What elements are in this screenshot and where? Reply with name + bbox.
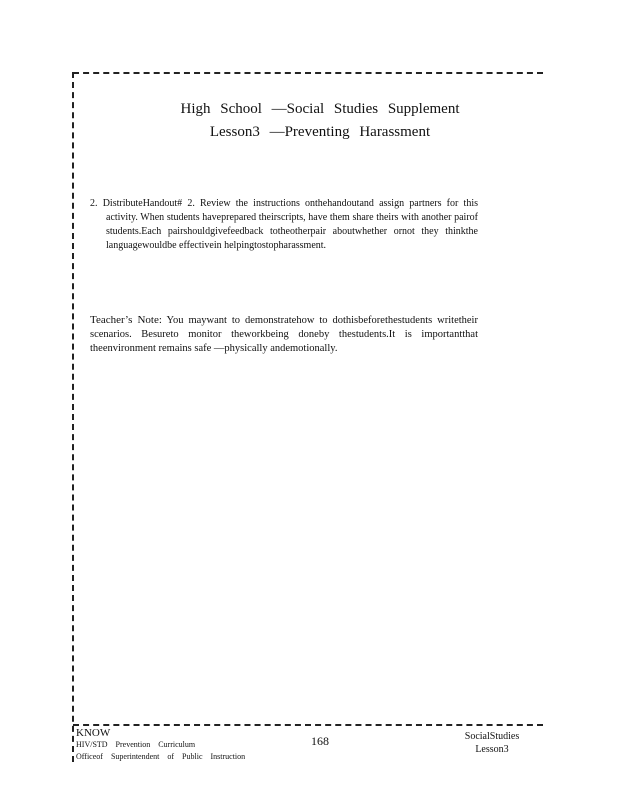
instruction-paragraph	[90, 197, 478, 253]
footer-right	[452, 730, 532, 756]
top-dashed-border	[73, 72, 543, 74]
teacher-note	[90, 313, 478, 356]
page-subtitle: Lesson3 —Preventing Harassment	[209, 124, 431, 140]
page-title: High School —Social Studies Supplement	[180, 101, 460, 117]
bottom-dashed-border	[73, 724, 543, 726]
footer-know: KNOW	[76, 727, 111, 739]
instruction-text: 2. DistributeHandout# 2. Review the instructions onthehandoutand assign partners for this activity. When students haveprepared theirscripts, have them share theirs with another pairof students.Each pairshouldgivefeedback totheotherpair aboutwhether ornot they thinkthe languagewouldbe effectivein helpingtostopharassment.	[90, 198, 478, 251]
footer-lesson: Lesson3	[475, 744, 509, 755]
page-number: 168	[311, 734, 329, 748]
footer-office: Officeof Superintendent of Public Instruction	[76, 752, 246, 761]
footer-subject: SocialStudies	[464, 731, 520, 742]
teacher-note-label: Teacher’s Note:	[90, 314, 162, 326]
teacher-note-text: You maywant to demonstratehow to dothisbeforethestudents writetheir scenarios. Besureto monitor theworkbeing doneby thestudents.It is importantthat theenvironment remains safe —physically andemotionally.	[90, 315, 478, 354]
left-dashed-border	[72, 72, 74, 762]
footer-curriculum: HIV/STD Prevention Curriculum	[76, 740, 196, 749]
footer-left	[76, 728, 245, 763]
